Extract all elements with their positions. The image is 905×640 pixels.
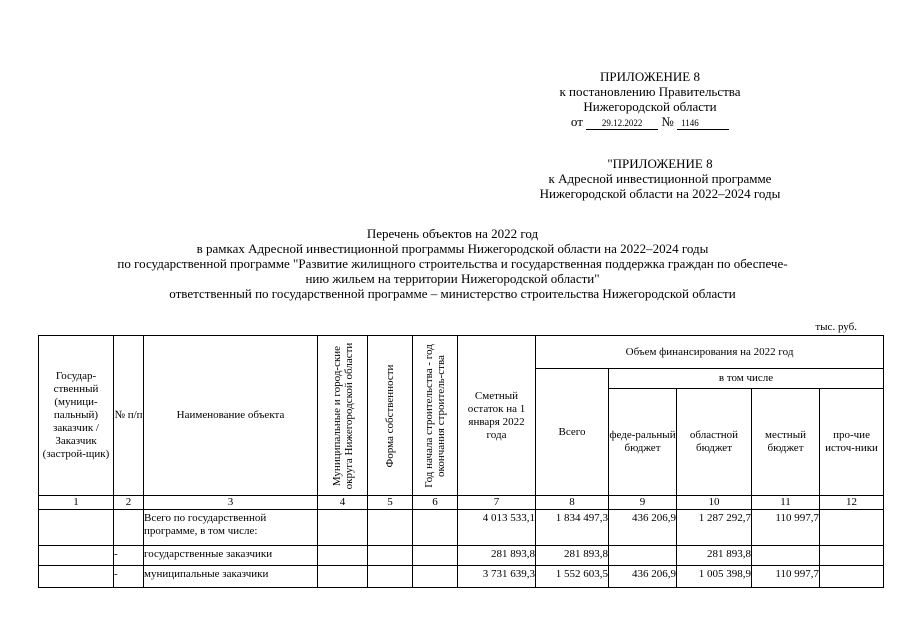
cell-years	[413, 566, 458, 588]
column-number: 10	[677, 496, 752, 510]
column-number: 3	[144, 496, 318, 510]
title-line-4: нию жильем на территории Нижегородской области"	[305, 271, 600, 286]
document-title	[0, 226, 905, 301]
column-number: 8	[536, 496, 609, 510]
header-ownership-text: Форма собственности	[384, 364, 396, 467]
table-row-municipal	[39, 566, 884, 588]
column-number-row	[39, 496, 884, 510]
decree-date-line	[520, 114, 780, 130]
cell-total: 1 834 497,3	[536, 510, 609, 546]
appendix-title: ПРИЛОЖЕНИЕ 8	[600, 69, 700, 84]
column-number: 6	[413, 496, 458, 510]
title-line-1: Перечень объектов на 2022 год	[366, 226, 539, 241]
cell-estimate: 4 013 533,1	[458, 510, 536, 546]
cell-municipality	[318, 546, 368, 566]
header-federal: феде-ральный бюджет	[609, 389, 677, 496]
column-number: 5	[368, 496, 413, 510]
cell-federal: 436 206,9	[609, 566, 677, 588]
cell-regional: 1 005 398,9	[677, 566, 752, 588]
column-number: 12	[820, 496, 884, 510]
header-regional: областной бюджет	[677, 389, 752, 496]
decree-date: 29.12.2022	[586, 118, 658, 130]
cell-no	[114, 510, 144, 546]
header-local: местный бюджет	[752, 389, 820, 496]
column-number: 1	[39, 496, 114, 510]
program-line-2: к Адресной инвестиционной программе	[548, 171, 772, 186]
objects-table	[38, 335, 884, 588]
title-line-3: по государственной программе "Развитие жилищного строительства и государственная поддержка граждан по обеспече-	[117, 256, 788, 271]
header-years-text: Год начала строительства - год окончания строитель-ства	[423, 343, 447, 488]
header-funding: Объем финансирования на 2022 год	[536, 336, 884, 369]
cell-estimate: 3 731 639,3	[458, 566, 536, 588]
column-number: 11	[752, 496, 820, 510]
cell-object-name: государственные заказчики	[144, 546, 318, 566]
cell-local	[752, 546, 820, 566]
cell-regional: 1 287 292,7	[677, 510, 752, 546]
cell-regional: 281 893,8	[677, 546, 752, 566]
cell-years	[413, 546, 458, 566]
header-including: в том числе	[609, 369, 884, 389]
decree-number: 1146	[677, 118, 729, 130]
cell-estimate: 281 893,8	[458, 546, 536, 566]
appendix-header	[520, 69, 780, 130]
header-other: про-чие источ-ники	[820, 389, 884, 496]
cell-other	[820, 510, 884, 546]
cell-ownership	[368, 546, 413, 566]
title-line-5: ответственный по государственной программе – министерство строительства Нижегородской области	[169, 286, 736, 301]
cell-customer	[39, 546, 114, 566]
appendix-line-2: к постановлению Правительства	[559, 84, 741, 99]
cell-local: 110 997,7	[752, 566, 820, 588]
cell-total: 281 893,8	[536, 546, 609, 566]
header-object-name: Наименование объекта	[144, 336, 318, 496]
cell-no: -	[114, 566, 144, 588]
cell-local: 110 997,7	[752, 510, 820, 546]
column-number: 2	[114, 496, 144, 510]
units-label: тыс. руб.	[815, 321, 857, 333]
column-number: 7	[458, 496, 536, 510]
cell-other	[820, 566, 884, 588]
program-appendix-title: "ПРИЛОЖЕНИЕ 8	[607, 156, 713, 171]
cell-object-name: муниципальные заказчики	[144, 566, 318, 588]
column-number: 4	[318, 496, 368, 510]
header-municipality-text: Муниципальные и город-ские округа Нижегородской области	[330, 342, 355, 489]
cell-customer	[39, 510, 114, 546]
column-number: 9	[609, 496, 677, 510]
cell-ownership	[368, 510, 413, 546]
header-total: Всего	[536, 369, 609, 496]
cell-municipality	[318, 510, 368, 546]
table-row-total	[39, 510, 884, 546]
table-row-state	[39, 546, 884, 566]
date-prefix: от	[570, 114, 583, 129]
header-customer: Государ-ственный (муници-пальный) заказчик / Заказчик (застрой-щик)	[39, 336, 114, 496]
header-no: № п/п	[114, 336, 144, 496]
cell-municipality	[318, 566, 368, 588]
cell-no: -	[114, 546, 144, 566]
cell-object-name: Всего по государственной программе, в том числе:	[144, 510, 318, 546]
cell-ownership	[368, 566, 413, 588]
header-ownership	[368, 336, 413, 496]
cell-federal	[609, 546, 677, 566]
program-line-3: Нижегородской области на 2022–2024 годы	[539, 186, 781, 201]
header-municipality	[318, 336, 368, 496]
header-years	[413, 336, 458, 496]
cell-other	[820, 546, 884, 566]
cell-total: 1 552 603,5	[536, 566, 609, 588]
header-estimate: Сметный остаток на 1 января 2022 года	[458, 336, 536, 496]
appendix-line-3: Нижегородской области	[583, 99, 717, 114]
program-header	[500, 156, 820, 201]
number-symbol: №	[661, 114, 674, 129]
title-line-2: в рамках Адресной инвестиционной программы Нижегородской области на 2022–2024 годы	[196, 241, 709, 256]
cell-federal: 436 206,9	[609, 510, 677, 546]
cell-years	[413, 510, 458, 546]
cell-customer	[39, 566, 114, 588]
